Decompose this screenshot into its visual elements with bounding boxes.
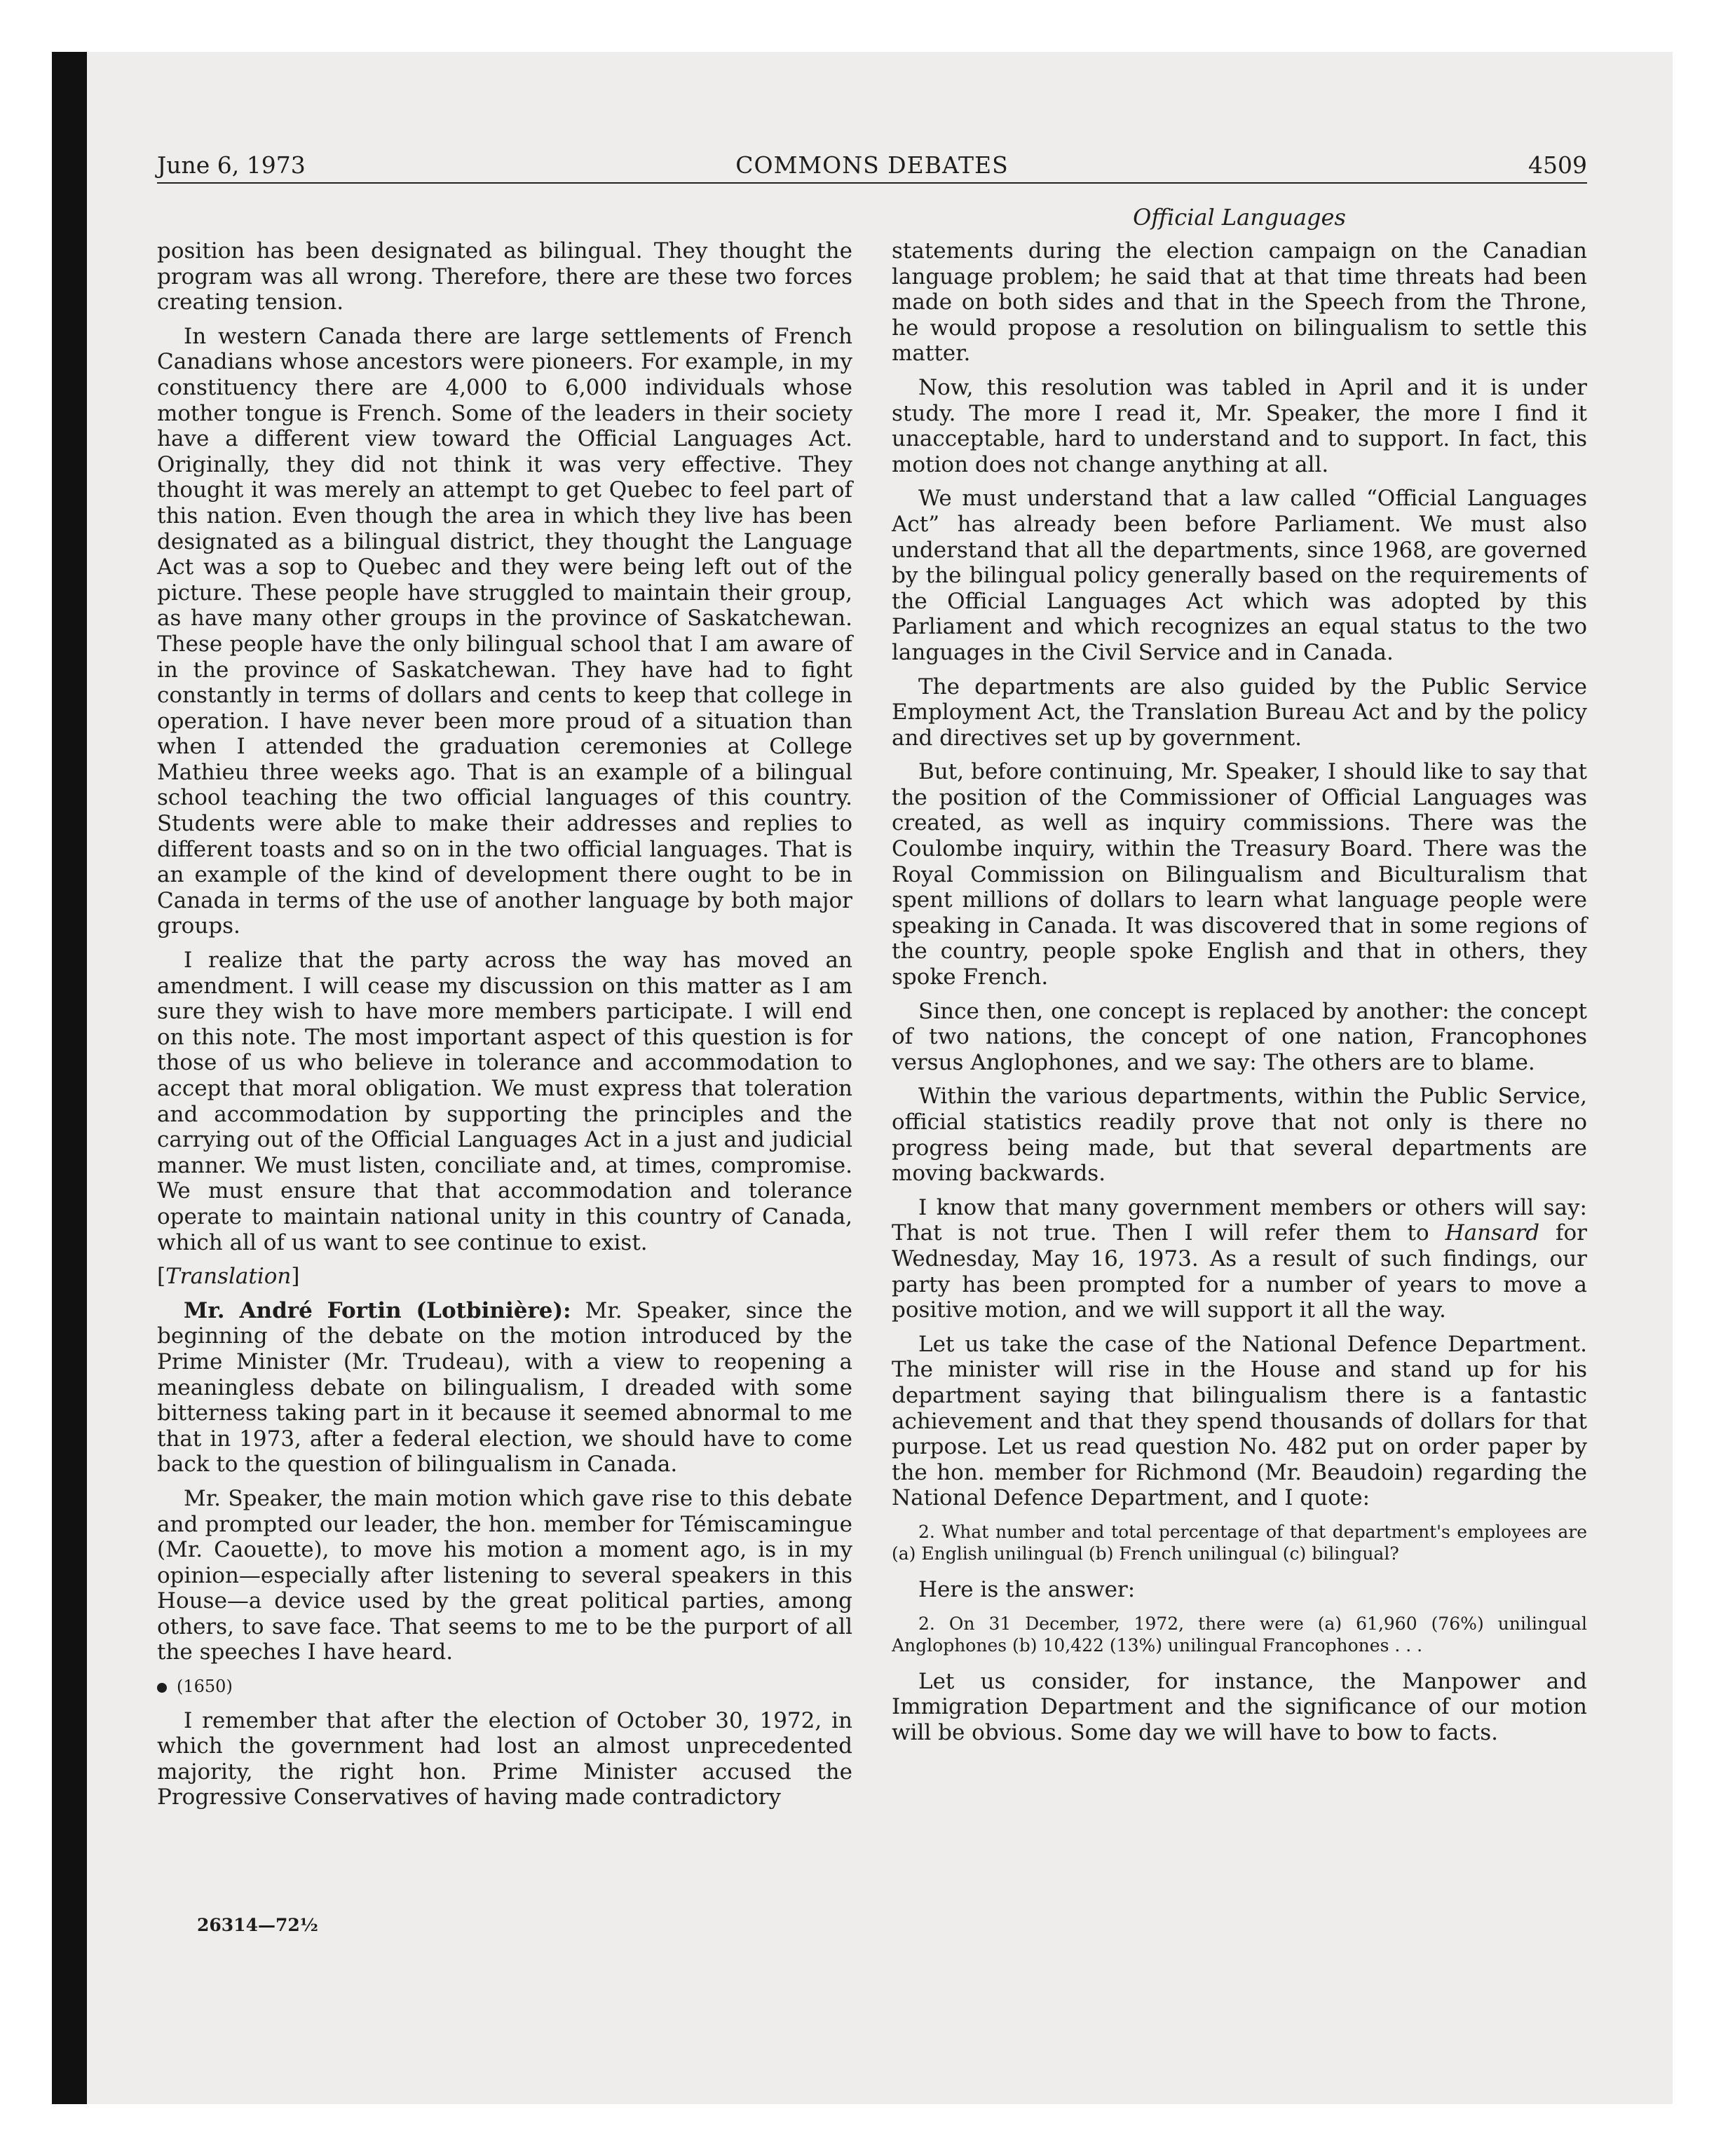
paragraph: Let us take the case of the National Defence Department. The minister will rise in the House and stand up for his department saying that bilingualism there is a fantastic achievement and that they spend thousands of dollars for that purpose. Let us read question No. 482 put on order paper by the hon. member for Richmond (Mr. Beaudoin) regarding the National Defence Department, and I quote: xyxy=(892,1331,1587,1511)
speaker-name: Mr. André Fortin (Lotbinière): xyxy=(184,1297,571,1323)
header-publication: COMMONS DEBATES xyxy=(735,151,1009,179)
quoted-question: 2. What number and total percentage of that department's employees are (a) English unilingual (b) French unilingual (c) bilingual? xyxy=(892,1521,1587,1564)
paragraph: statements during the election campaign on the Canadian language problem; he said that at that time threats had been made on both sides and that in the Speech from the Throne, he would propose a resolution on bilingualism to settle this matter. xyxy=(892,238,1587,367)
hansard-reference: Hansard xyxy=(1445,1220,1540,1246)
paragraph: position has been designated as bilingual. They thought the program was all wrong. Therefore, there are these two forces creating tension. xyxy=(157,238,852,315)
paragraph-part: for Wednesday, May 16, 1973. As a result of such findings, our party has been prompted for a number of years to move a positive motion, and we will support it all the way. xyxy=(892,1220,1587,1323)
quoted-answer: 2. On 31 December, 1972, there were (a) 61,960 (76%) unilingual Anglophones (b) 10,422 (13%) unilingual Francophones . . . xyxy=(892,1613,1587,1656)
paragraph: But, before continuing, Mr. Speaker, I should like to say that the position of the Commissioner of Official Languages was created, as well as inquiry commissions. There was the Coulombe inquiry, within the Treasury Board. There was the Royal Commission on Bilingualism and Biculturalism that spent millions of dollars to learn what language people were speaking in Canada. It was discovered that in some regions of the country, people spoke English and that in others, they spoke French. xyxy=(892,759,1587,990)
section-title: Official Languages xyxy=(1133,204,1346,231)
running-header xyxy=(157,150,1587,181)
paragraph: Here is the answer: xyxy=(918,1576,1136,1602)
paragraph: We must understand that a law called “Official Languages Act” has already been before Parliament. We must also understand that all the departments, since 1968, are governed by the bilingual policy generally based on the requirements of the Official Languages Act which was adopted by this Parliament and which recognizes an equal status to the two languages in the Civil Service and in Canada. xyxy=(892,486,1587,665)
speaker-paragraph xyxy=(157,1298,852,1478)
paragraph: The departments are also guided by the Public Service Employment Act, the Translation Bureau Act and by the policy and directives set up by government. xyxy=(892,674,1587,751)
left-column xyxy=(157,238,852,1819)
paragraph: I realize that the party across the way has moved an amendment. I will cease my discussion on this matter as I am sure they wish to have more members participate. I will end on this note. The most important aspect of this question is for those of us who believe in tolerance and accommodation to accept that moral obligation. We must express that toleration and accommodation by supporting the principles and the carrying out of the Official Languages Act in a just and judicial manner. We must listen, conciliate and, at times, compromise. We must ensure that that accommodation and tolerance operate to maintain national unity in this country of Canada, which all of us want to see continue to exist. xyxy=(157,948,852,1255)
header-page-number: 4509 xyxy=(1528,151,1587,179)
header-date: June 6, 1973 xyxy=(157,151,306,179)
paragraph: Let us consider, for instance, the Manpower and Immigration Department and the significance of our motion will be obvious. Some day we will have to bow to facts. xyxy=(892,1668,1587,1745)
speaker-text: Mr. Speaker, since the beginning of the debate on the motion introduced by the Prime Minister (Mr. Trudeau), with a view to reopening a meaningless debate on bilingualism, I dreaded with some bitterness taking part in it because it seemed abnormal to me that in 1973, after a federal election, we should have to come back to the question of bilingualism in Canada. xyxy=(157,1297,852,1478)
paragraph: In western Canada there are large settlements of French Canadians whose ancestors were pioneers. For example, in my constituency there are 4,000 to 6,000 individuals whose mother tongue is French. Some of the leaders in their society have a different view toward the Official Languages Act. Originally, they did not think it was very effective. They thought it was merely an attempt to get Quebec to feel part of this nation. Even though the area in which they live has been designated as a bilingual district, they thought the Language Act was a sop to Quebec and they were being left out of the picture. These people have struggled to maintain their group, as have many other groups in the province of Saskatchewan. These people have the only bilingual school that I am aware of in the province of Saskatchewan. They have had to fight constantly in terms of dollars and cents to keep that college in operation. I have never been more proud of a situation than when I attended the graduation ceremonies at College Mathieu three weeks ago. That is an example of a bilingual school teaching the two official languages of this country. Students were able to make their addresses and replies to different toasts and so on in the two official languages. That is an example of the kind of development there ought to be in Canada in terms of the use of another language by both major groups. xyxy=(157,323,852,939)
bullet-icon xyxy=(157,1683,167,1693)
footer-print-code: 26314—72½ xyxy=(197,1915,318,1935)
time-value: (1650) xyxy=(177,1677,233,1697)
paragraph xyxy=(892,1195,1587,1323)
paragraph-part: I know that many government members or others will say: That is not true. Then I will refer them to xyxy=(892,1194,1587,1246)
paragraph: Within the various departments, within the Public Service, official statistics readily prove that not only is there no progress being made, but that several departments are moving backwards. xyxy=(892,1084,1587,1187)
header-rule xyxy=(157,182,1587,184)
translation-label: Translation xyxy=(165,1264,292,1290)
paragraph: I remember that after the election of October 30, 1972, in which the government had lost an almost unprecedented majority, the right hon. Prime Minister accused the Progressive Conservatives of having made contradictory xyxy=(157,1707,852,1810)
translation-marker: [Translation] xyxy=(157,1264,300,1290)
paragraph: Since then, one concept is replaced by another: the concept of two nations, the concept of one nation, Francophones versus Anglophones, and we say: The others are to blame. xyxy=(892,998,1587,1075)
paragraph: Now, this resolution was tabled in April and it is under study. The more I read it, Mr. Speaker, the more I find it unacceptable, hard to understand and to support. In fact, this motion does not change anything at all. xyxy=(892,374,1587,477)
time-marker xyxy=(157,1674,852,1700)
paragraph: Mr. Speaker, the main motion which gave rise to this debate and prompted our leader, the hon. member for Témiscamingue (Mr. Caouette), to move his motion a moment ago, is in my opinion—especially after listening to several speakers in this House—a device used by the great political parties, among others, to save face. That seems to me to be the purport of all the speeches I have heard. xyxy=(157,1485,852,1665)
right-column xyxy=(892,238,1587,1754)
